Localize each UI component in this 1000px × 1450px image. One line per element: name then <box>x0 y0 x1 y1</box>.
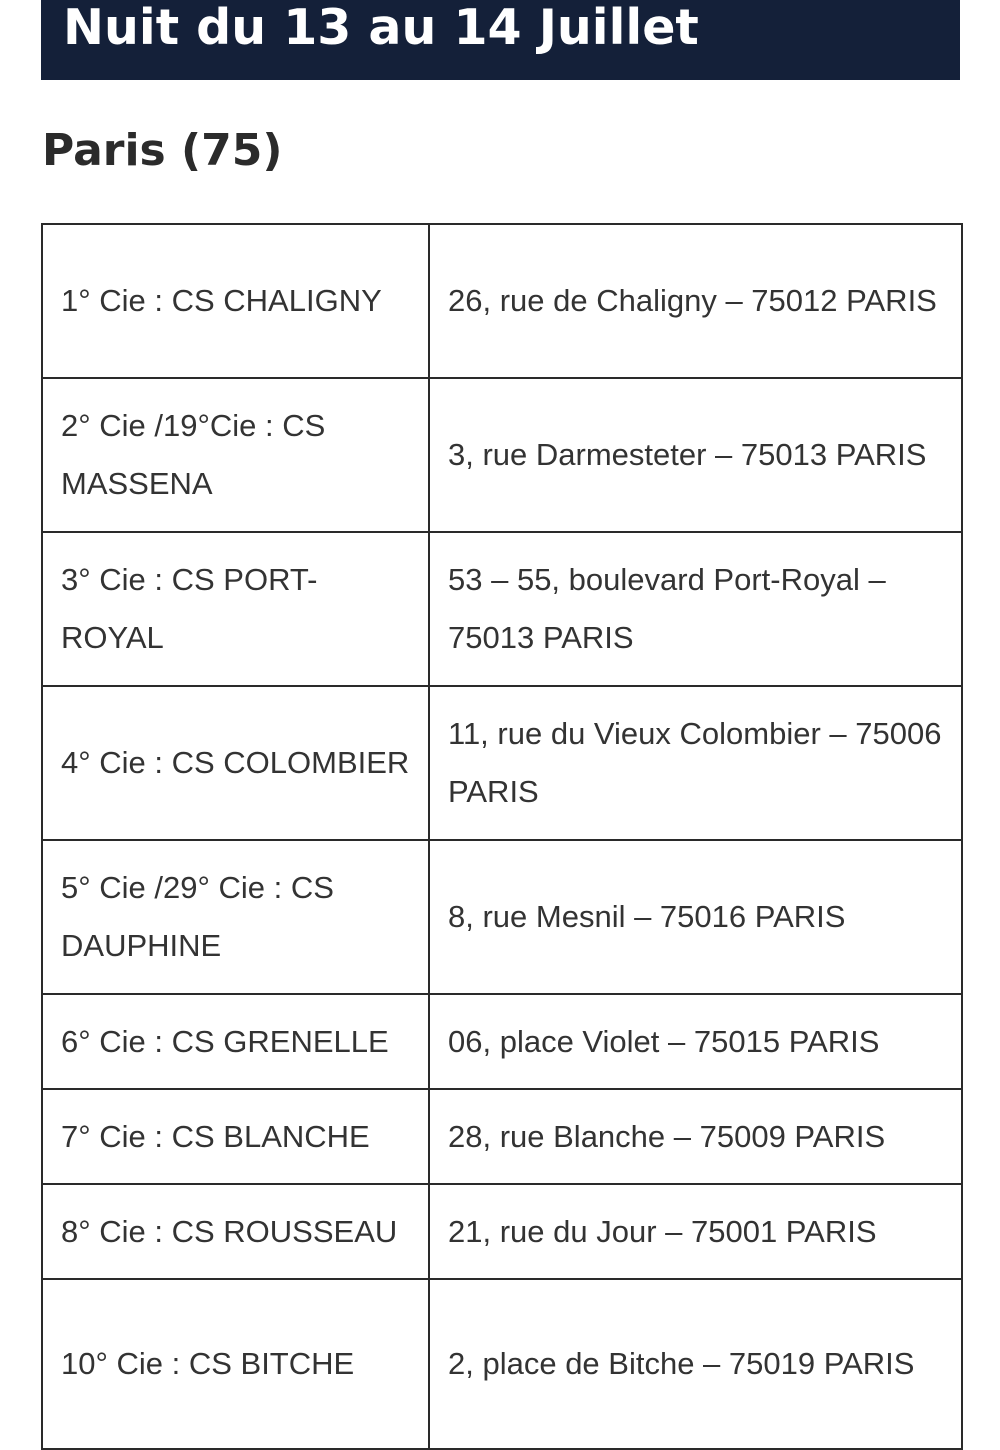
station-name: 7° Cie : CS BLANCHE <box>42 1089 429 1184</box>
station-name: 1° Cie : CS CHALIGNY <box>42 224 429 378</box>
table-row <box>42 1089 962 1184</box>
station-name: 3° Cie : CS PORT-ROYAL <box>42 532 429 686</box>
table-row <box>42 1184 962 1279</box>
table-row <box>42 686 962 840</box>
section-title: Paris (75) <box>42 125 283 176</box>
table-row <box>42 532 962 686</box>
station-name: 10° Cie : CS BITCHE <box>42 1279 429 1449</box>
station-name: 4° Cie : CS COLOMBIER <box>42 686 429 840</box>
station-address: 28, rue Blanche – 75009 PARIS <box>429 1089 962 1184</box>
station-address: 2, place de Bitche – 75019 PARIS <box>429 1279 962 1449</box>
station-address: 06, place Violet – 75015 PARIS <box>429 994 962 1089</box>
page-title: Nuit du 13 au 14 Juillet <box>63 0 699 56</box>
table-row <box>42 1279 962 1449</box>
station-address: 53 – 55, boulevard Port-Royal – 75013 PARIS <box>429 532 962 686</box>
stations-table <box>41 223 963 1450</box>
table-row <box>42 224 962 378</box>
station-address: 3, rue Darmesteter – 75013 PARIS <box>429 378 962 532</box>
station-address: 26, rue de Chaligny – 75012 PARIS <box>429 224 962 378</box>
table-row <box>42 994 962 1089</box>
table-row <box>42 378 962 532</box>
station-address: 8, rue Mesnil – 75016 PARIS <box>429 840 962 994</box>
header-banner <box>41 0 960 80</box>
station-name: 2° Cie /19°Cie : CS MASSENA <box>42 378 429 532</box>
station-name: 6° Cie : CS GRENELLE <box>42 994 429 1089</box>
station-address: 21, rue du Jour – 75001 PARIS <box>429 1184 962 1279</box>
station-name: 5° Cie /29° Cie : CS DAUPHINE <box>42 840 429 994</box>
station-name: 8° Cie : CS ROUSSEAU <box>42 1184 429 1279</box>
station-address: 11, rue du Vieux Colombier – 75006 PARIS <box>429 686 962 840</box>
table-row <box>42 840 962 994</box>
